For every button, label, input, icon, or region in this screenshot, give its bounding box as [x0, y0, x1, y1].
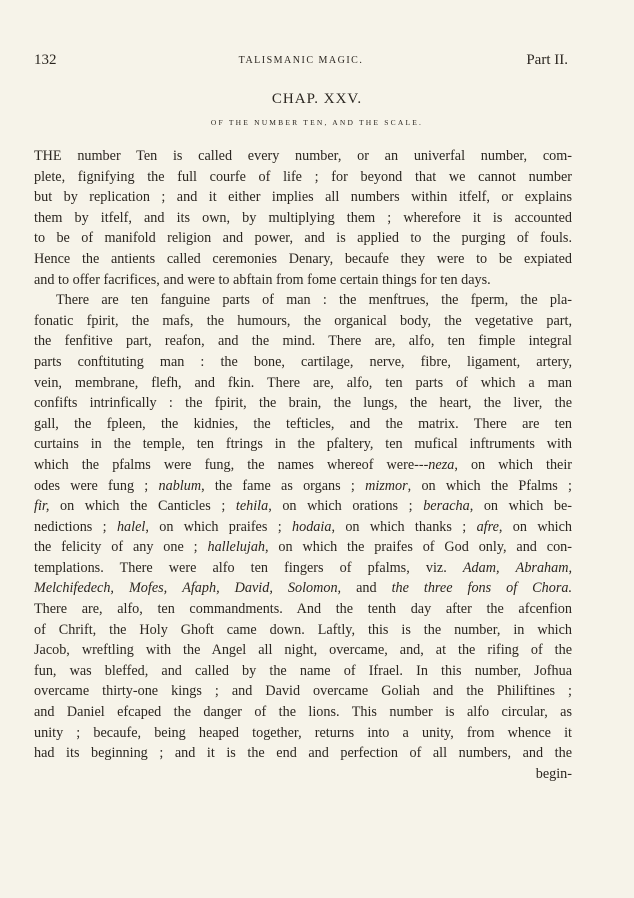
text-line: overcame thirty-one kings ; and David overcame Goliah and the Philiftines ;: [34, 683, 572, 700]
text-line: fonatic fpirit, the mafs, the humours, the organical body, the vegetative part,: [34, 312, 572, 329]
text-line: fir, on which the Canticles ; tehila, on which orations ; beracha, on which be-: [34, 498, 572, 515]
text-line: vein, membrane, flefh, and fkin. There are, alfo, ten parts of which a man: [34, 374, 572, 391]
chapter-subtitle: OF THE NUMBER TEN, AND THE SCALE.: [210, 118, 424, 127]
part-label: Part II.: [526, 52, 568, 68]
text-line: of Chrift, the Holy Ghoft came down. Laftly, this is the number, in which: [34, 621, 572, 638]
text-line: templations. There were alfo ten fingers of pfalms, viz. Adam, Abraham,: [34, 559, 573, 576]
text-line: parts conftituting man : the bone, cartilage, nerve, fibre, ligament, artery,: [34, 353, 572, 370]
text-line: the felicity of any one ; hallelujah, on which the praifes of God only, and con-: [34, 539, 572, 556]
text-line: them by itfelf, and its own, by multiplying them ; wherefore it is accounted: [34, 209, 572, 226]
text-line: the fenfitive part, reafon, and the mind. There are, alfo, ten fimple integral: [34, 333, 572, 350]
text-line: had its beginning ; and it is the end and perfection of all numbers, and the: [34, 745, 572, 762]
text-line: Hence the antients called ceremonies Denary, becaufe they were to be expiated: [34, 250, 572, 267]
text-line: fun, was bleffed, and called by the name of Ifrael. In this number, Jofhua: [34, 662, 572, 679]
text-line: and Daniel efcaped the danger of the lions. This number is alfo circular, as: [34, 704, 572, 721]
text-line: odes were fung ; nablum, the fame as organs ; mizmor, on which the Pfalms ;: [34, 477, 572, 494]
text-line: gall, the fpleen, the kidnies, the tefticles, and the matrix. There are ten: [34, 415, 572, 432]
text-line: There are ten fanguine parts of man : the menftrues, the fperm, the pla-: [56, 292, 572, 309]
text-line: Jacob, wreftling with the Angel all night, overcame, and, at the rifing of the: [34, 642, 572, 659]
text-line: which the pfalms were fung, the names whereof were---neza, on which their: [34, 456, 573, 473]
text-line: Melchifedech, Mofes, Afaph, David, Solomon, and the three fons of Chora.: [34, 580, 572, 597]
text-line: plete, fignifying the full courfe of life ; for beyond that we cannot number: [34, 168, 572, 185]
body-text: [34, 146, 572, 784]
running-title: TALISMANIC MAGIC.: [238, 55, 364, 66]
text-line: curtains in the temple, ten ftrings in the pfaltery, ten mufical inftruments with: [34, 436, 572, 453]
catchword: begin-: [535, 765, 572, 782]
text-line: unity ; becaufe, being heaped together, returns into a unity, from whence it: [34, 724, 572, 741]
text-line: confifts intrinfically : the fpirit, the brain, the lungs, the heart, the liver, the: [34, 395, 572, 412]
text-line: nedictions ; halel, on which praifes ; hodaia, on which thanks ; afre, on which: [34, 518, 572, 535]
running-head: [34, 52, 568, 72]
text-line: but by replication ; and it either implies all numbers within itfelf, or explains: [34, 189, 572, 206]
text-line: and to offer facrifices, and were to abftain from fome certain things for ten days.: [34, 271, 491, 288]
text-line: to be of manifold religion and power, and is applied to the purging of fouls.: [34, 230, 572, 247]
chapter-title: CHAP. XXV.: [271, 91, 363, 107]
page-number: 132: [34, 52, 57, 68]
text-line: There are, alfo, ten commandments. And the tenth day after the afcenfion: [34, 601, 572, 618]
text-line: THE number Ten is called every number, or an univerfal number, com-: [34, 148, 572, 164]
